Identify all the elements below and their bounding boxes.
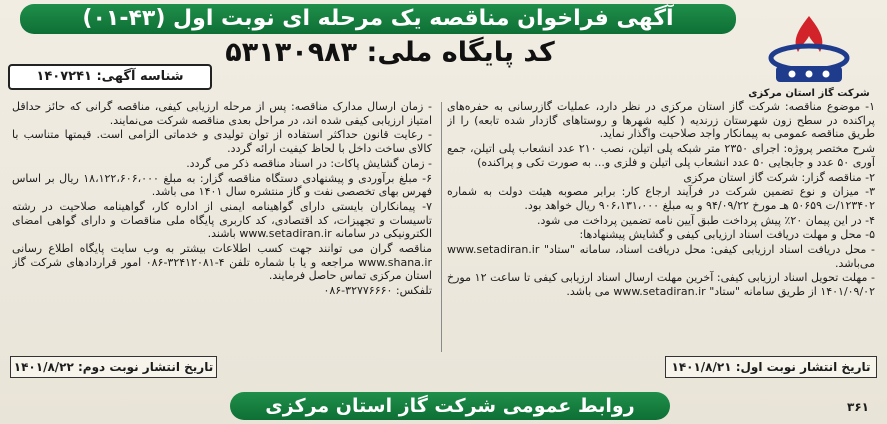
company-logo — [739, 14, 879, 110]
left-column — [12, 100, 432, 356]
left-paragraph: ۷- پیمانکاران بایستی دارای گواهینامه ایمنی از اداره کار، گواهینامه صلاحیت در رشته تاسیسات و تجهیزات، کد اقتصادی، کد کاربری پایگاه ملی مناقصات و دارای گواهی امضای الکترونیکی در سامانه www.setadiran.ir باشند. — [12, 199, 432, 241]
left-paragraph: تلفکس: ۳۲۷۷۶۶۶۰-۰۸۶ — [323, 284, 432, 298]
footer-banner: روابط عمومی شرکت گاز استان مرکزی — [230, 392, 670, 420]
national-code: کد پایگاه ملی: ۵۳۱۳۰۹۸۳ — [225, 37, 555, 68]
company-name: شرکت گاز استان مرکزی — [748, 88, 870, 99]
title-banner: آگهی فراخوان مناقصه یک مرحله ای نوبت اول (۴۳-۰۱) — [20, 4, 736, 34]
first-publish-date: تاریخ انتشار نوبت اول: ۱۴۰۱/۸/۲۱ — [665, 356, 877, 378]
left-paragraph: - زمان ارسال مدارک مناقصه: پس از مرحله ارزیابی کیفی، مناقصه گرانی که حائز حداقل امتیاز ارزیابی کیفی شده اند، در مراحل بعدی مناقصه شرکت می‌نمایند. — [12, 100, 432, 127]
right-paragraph: - محل دریافت اسناد ارزیابی کیفی: محل دریافت اسناد، سامانه "ستاد" www.setadiran.ir می‌باشد. — [447, 243, 875, 270]
column-divider — [441, 102, 442, 352]
left-paragraph: مناقصه گران می توانند جهت کسب اطلاعات بیشتر به وب سایت پایگاه اطلاع رسانی www.shana.ir مراجعه و یا با شماره تلفن ۴-۳۲۴۱۲۰۸۱-۰۸۶ امور قراردادهای شرکت گاز استان مرکزی تماس حاصل فرمایند. — [12, 242, 432, 283]
left-paragraph: ۶- مبلغ برآوردی و پیشنهادی دستگاه مناقصه گزار: به مبلغ ۱۸،۱۲۲،۶۰۶،۰۰۰ ریال بر اساس فهرس بهای تخصصی نفت و گاز منتشره سال ۱۴۰۱ می باشد. — [12, 171, 432, 199]
right-paragraph: ۴- در این پیمان ۲۰٪ پیش پرداخت طبق آیین نامه تضمین پرداخت می شود. — [536, 213, 875, 227]
page-number: ۳۶۱ — [847, 400, 869, 414]
right-paragraph: شرح مختصر پروژه: اجرای ۲۳۵۰ متر شبکه پلی اتیلن، نصب ۲۱۰ عدد انشعاب پلی اتیلن، جمع آوری ۵۰ عدد و جابجایی ۵۰ عدد انشعاب پلی اتیلن و فلزی و... به صورت تکی و پراکنده) — [447, 142, 875, 169]
right-paragraph: - مهلت تحویل اسناد ارزیابی کیفی: آخرین مهلت ارسال اسناد ارزیابی کیفی تا ساعت ۱۲ مورخ ۱۴۰۱/۰۹/۰۲ از طریق سامانه "ستاد" www.setadiran.ir می باشد. — [447, 271, 875, 299]
left-paragraph: - رعایت قانون حداکثر استفاده از توان تولیدی و خدماتی الزامی است. قیمتها متناسب با کالای ساخت داخل با لحاظ کیفیت ارائه گردد. — [12, 128, 432, 156]
gas-flame-logo-icon — [764, 14, 854, 86]
right-paragraph: ۲- مناقصه گزار: شرکت گاز استان مرکزی — [683, 170, 875, 184]
ad-id-badge: شناسه آگهی: ۱۴۰۷۲۴۱ — [8, 64, 212, 90]
right-paragraph: ۵- محل و مهلت دریافت اسناد ارزیابی کیفی و گشایش پیشنهادها: — [579, 228, 875, 242]
left-paragraph: - زمان گشایش پاکات: در اسناد مناقصه ذکر می گردد. — [186, 156, 432, 170]
right-paragraph: ۱- موضوع مناقصه: شرکت گاز استان مرکزی در نظر دارد، عملیات گازرسانی به حفره‌های پراکنده در سطح زون شهرستان زرندیه ( کلیه شهرها و روستاهای گازدار شده تابعه) را از طریق مناقصه عمومی به پیمانکار واجد صلاحیت واگذار نماید. — [447, 100, 875, 141]
right-paragraph: ۳- میزان و نوع تضمین شرکت در فرآیند ارجاع کار: برابر مصوبه هیئت دولت به شماره ۱۲۳۴۰۲/ت ۵۰۶۵۹ هـ مورخ ۹۴/۰۹/۲۲ و به مبلغ ۹۰۶،۱۳۱،۰۰۰ ریال خواهد بود. — [447, 185, 875, 212]
second-publish-date: تاریخ انتشار نوبت دوم: ۱۴۰۱/۸/۲۲ — [10, 356, 217, 378]
right-column — [447, 100, 875, 356]
